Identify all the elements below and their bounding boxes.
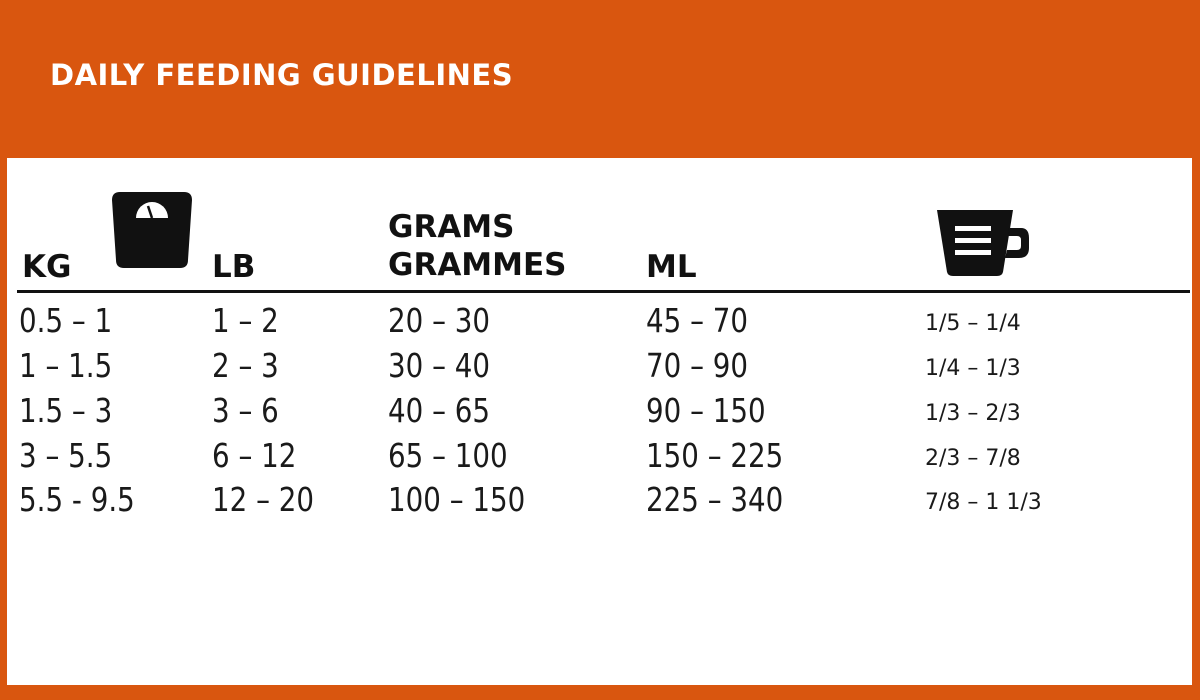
cell-grams-3: 65 – 100 bbox=[388, 436, 508, 475]
cell-kg-3: 3 – 5.5 bbox=[19, 436, 113, 475]
cell-kg-1: 1 – 1.5 bbox=[19, 346, 113, 385]
cell-ml-4: 225 – 340 bbox=[646, 480, 784, 519]
header-divider bbox=[17, 290, 1190, 293]
header-grammes: GRAMMES bbox=[388, 247, 567, 283]
cell-grams-1: 30 – 40 bbox=[388, 346, 491, 385]
cell-cups-3: 2/3 – 7/8 bbox=[925, 446, 1021, 471]
cell-ml-1: 70 – 90 bbox=[646, 346, 749, 385]
cell-lb-2: 3 – 6 bbox=[212, 391, 279, 430]
header-lb: LB bbox=[212, 249, 256, 285]
cell-grams-4: 100 – 150 bbox=[388, 480, 526, 519]
cell-lb-0: 1 – 2 bbox=[212, 301, 279, 340]
cell-cups-1: 1/4 – 1/3 bbox=[925, 356, 1021, 381]
cell-lb-1: 2 – 3 bbox=[212, 346, 279, 385]
weighing-scale-icon bbox=[108, 188, 196, 272]
cell-ml-0: 45 – 70 bbox=[646, 301, 749, 340]
cell-cups-2: 1/3 – 2/3 bbox=[925, 401, 1021, 426]
cell-grams-0: 20 – 30 bbox=[388, 301, 491, 340]
header-ml: ML bbox=[646, 249, 697, 285]
cell-cups-4: 7/8 – 1 1/3 bbox=[925, 490, 1042, 515]
cell-ml-2: 90 – 150 bbox=[646, 391, 766, 430]
cell-lb-4: 12 – 20 bbox=[212, 480, 315, 519]
cell-lb-3: 6 – 12 bbox=[212, 436, 297, 475]
cell-kg-2: 1.5 – 3 bbox=[19, 391, 113, 430]
header-grams: GRAMS bbox=[388, 209, 515, 245]
cell-kg-4: 5.5 - 9.5 bbox=[19, 480, 135, 519]
cell-grams-2: 40 – 65 bbox=[388, 391, 491, 430]
cell-cups-0: 1/5 – 1/4 bbox=[925, 311, 1021, 336]
header-kg: KG bbox=[22, 249, 72, 285]
cell-kg-0: 0.5 – 1 bbox=[19, 301, 113, 340]
cell-ml-3: 150 – 225 bbox=[646, 436, 784, 475]
page-title: DAILY FEEDING GUIDELINES bbox=[50, 58, 514, 92]
measuring-cup-icon bbox=[935, 208, 1031, 278]
feeding-table bbox=[7, 158, 1192, 685]
